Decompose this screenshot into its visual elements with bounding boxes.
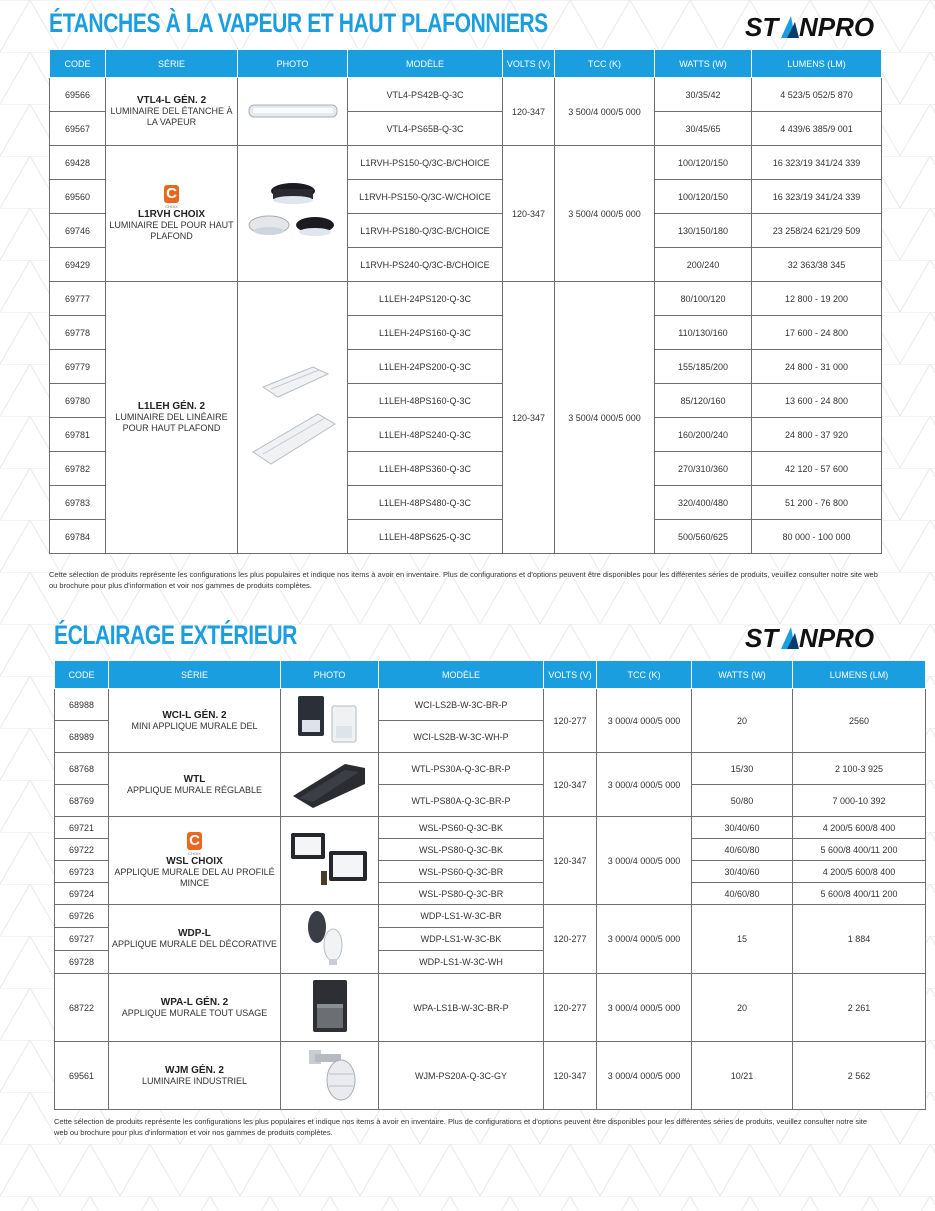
model-cell: L1RVH-PS240-Q/3C-B/CHOICE [348,248,503,282]
column-header: TCC (K) [555,50,655,78]
column-header: VOLTS (V) [544,661,597,689]
model-cell: L1RVH-PS180-Q/3C-B/CHOICE [348,214,503,248]
choix-badge [109,832,280,856]
model-cell: WSL-PS80-Q-3C-BK [379,839,544,861]
watts-cell: 130/150/180 [655,214,752,248]
photo-cell [238,282,348,554]
code-cell: 69728 [55,951,109,974]
series-name: L1LEH GÉN. 2 [137,401,206,412]
section1-table [49,49,882,554]
section2-title: ÉCLAIRAGE EXTÉRIEUR [54,620,298,650]
volts-cell: 120-347 [503,78,555,146]
photo-cell [281,753,379,817]
vapor-tight-fixture-image [238,89,347,135]
svg-text:ST: ST [745,623,779,653]
table-row [55,974,926,1042]
series-cell [106,78,238,146]
column-header: TCC (K) [597,661,692,689]
choix-badge-label: CHOIX [165,204,178,209]
watts-cell: 15/30 [692,753,793,785]
watts-cell: 100/120/150 [655,180,752,214]
volts-cell: 120-347 [544,753,597,817]
code-cell: 69560 [50,180,106,214]
tcc-cell: 3 000/4 000/5 000 [597,753,692,817]
column-header: VOLTS (V) [503,50,555,78]
series-description: APPLIQUE MURALE DEL DÉCORATIVE [111,939,278,949]
watts-cell: 200/240 [655,248,752,282]
series-name: VTL4-L GÉN. 2 [136,95,207,106]
watts-cell: 15 [692,905,793,974]
lumens-cell: 24 800 - 37 920 [752,418,882,452]
code-cell: 69722 [55,839,109,861]
lumens-cell: 24 800 - 31 000 [752,350,882,384]
column-header: MODÈLE [379,661,544,689]
lumens-cell: 4 523/5 052/5 870 [752,78,882,112]
photo-cell [281,1042,379,1110]
model-cell: L1LEH-48PS240-Q-3C [348,418,503,452]
watts-cell: 50/80 [692,785,793,817]
lumens-cell: 5 600/8 400/11 200 [793,883,926,905]
series-cell [109,974,281,1042]
tcc-cell: 3 000/4 000/5 000 [597,905,692,974]
lumens-cell: 2 261 [793,974,926,1042]
code-cell: 69746 [50,214,106,248]
code-cell: 69561 [55,1042,109,1110]
series-description: LUMINAIRE INDUSTRIEL [141,1075,248,1086]
lumens-cell: 1 884 [793,905,926,974]
code-cell: 68988 [55,689,109,721]
table-row [55,1042,926,1110]
photo-cell [281,689,379,753]
model-cell: L1LEH-48PS160-Q-3C [348,384,503,418]
code-cell: 69778 [50,316,106,350]
column-header: SÉRIE [109,661,281,689]
svg-text:NPRO: NPRO [799,12,875,42]
series-name: WJM GÉN. 2 [165,1064,224,1076]
volts-cell: 120-277 [544,905,597,974]
lumens-cell: 80 000 - 100 000 [752,520,882,554]
volts-cell: 120-347 [544,1042,597,1110]
lumens-cell: 16 323/19 341/24 339 [752,180,882,214]
code-cell: 68769 [55,785,109,817]
code-cell: 69783 [50,486,106,520]
table-row [50,78,882,112]
code-cell: 69429 [50,248,106,282]
lumens-cell: 4 200/5 600/8 400 [793,817,926,839]
choix-icon: C [187,832,202,850]
model-cell: L1RVH-PS150-Q/3C-B/CHOICE [348,146,503,180]
column-header: PHOTO [281,661,379,689]
model-cell: L1LEH-48PS480-Q-3C [348,486,503,520]
lumens-cell: 2 100-3 925 [793,753,926,785]
column-header: MODÈLE [348,50,503,78]
svg-text:NPRO: NPRO [799,623,875,653]
lumens-cell: 16 323/19 341/24 339 [752,146,882,180]
series-description: LUMINAIRE DEL ÉTANCHE À LA VAPEUR [110,106,233,127]
round-high-bay-image [238,173,347,255]
model-cell: WTL-PS80A-Q-3C-BR-P [379,785,544,817]
series-cell [109,689,281,753]
lumens-cell: 42 120 - 57 600 [752,452,882,486]
table-row [55,905,926,928]
series-name: WPA-L GÉN. 2 [160,996,229,1008]
mini-wall-pack-image [281,692,378,750]
lumens-cell: 4 439/6 385/9 001 [752,112,882,146]
tcc-cell: 3 500/4 000/5 000 [555,146,655,282]
series-cell [109,1042,281,1110]
code-cell: 69782 [50,452,106,486]
column-header: CODE [50,50,106,78]
column-header: WATTS (W) [655,50,752,78]
choix-icon: C [164,185,179,203]
table-row [50,146,882,180]
tcc-cell: 3 000/4 000/5 000 [597,1042,692,1110]
section1-note: Cette sélection de produits représente les configurations les plus populaires et indique nos items à avoir en inventaire. Plus de configurations et d'options peuvent être disponibles pour les différentes séries de produits, veuillez consulter notre site web ou brochure pour plus d'information et voir nos gammes de produits complètes. [49,570,878,590]
series-name: WCI-L GÉN. 2 [162,709,227,721]
code-cell: 69784 [50,520,106,554]
code-cell: 69723 [55,861,109,883]
watts-cell: 100/120/150 [655,146,752,180]
photo-cell [281,817,379,905]
series-description: LUMINAIRE DEL LINÉAIRE POUR HAUT PLAFOND [115,412,228,433]
linear-high-bay-image [238,352,347,484]
series-cell [106,146,238,282]
code-cell: 69567 [50,112,106,146]
model-cell: WJM-PS20A-Q-3C-GY [379,1042,544,1110]
lumens-cell: 17 600 - 24 800 [752,316,882,350]
model-cell: L1LEH-24PS160-Q-3C [348,316,503,350]
brand-logo-2 [745,623,895,653]
series-name: L1RVH CHOIX [137,209,206,220]
watts-cell: 110/130/160 [655,316,752,350]
adjustable-wall-pack-image [281,756,378,814]
volts-cell: 120-277 [544,974,597,1042]
lumens-cell: 7 000-10 392 [793,785,926,817]
jelly-jar-light-image [281,1044,378,1108]
model-cell: WSL-PS80-Q-3C-BR [379,883,544,905]
tcc-cell: 3 500/4 000/5 000 [555,78,655,146]
model-cell: VTL4-PS65B-Q-3C [348,112,503,146]
model-cell: L1LEH-24PS200-Q-3C [348,350,503,384]
lumens-cell: 23 258/24 621/29 509 [752,214,882,248]
lumens-cell: 5 600/8 400/11 200 [793,839,926,861]
table-row [50,282,882,316]
section2-table [54,660,926,1110]
code-cell: 69777 [50,282,106,316]
model-cell: WCI-LS2B-W-3C-BR-P [379,689,544,721]
model-cell: WSL-PS60-Q-3C-BK [379,817,544,839]
series-cell [106,282,238,554]
watts-cell: 20 [692,974,793,1042]
watts-cell: 30/35/42 [655,78,752,112]
table-row [55,817,926,839]
model-cell: WDP-LS1-W-3C-BK [379,928,544,951]
watts-cell: 85/120/160 [655,384,752,418]
column-header: PHOTO [238,50,348,78]
header-row [55,661,926,689]
watts-cell: 20 [692,689,793,753]
watts-cell: 270/310/360 [655,452,752,486]
column-header: LUMENS (LM) [793,661,926,689]
series-name: WTL [183,773,206,785]
model-cell: WTL-PS30A-Q-3C-BR-P [379,753,544,785]
series-description: MINI APPLIQUE MURALE DEL [131,720,258,731]
brand-logo [745,12,895,42]
code-cell: 68722 [55,974,109,1042]
column-header: LUMENS (LM) [752,50,882,78]
series-name: WSL CHOIX [166,856,223,867]
code-cell: 69780 [50,384,106,418]
watts-cell: 155/185/200 [655,350,752,384]
photo-cell [238,78,348,146]
section2-note: Cette sélection de produits représente les configurations les plus populaires et indique nos items à avoir en inventaire. Plus de configurations et d'options peuvent être disponibles pour les différentes séries de produits, veuillez consulter notre site web ou brochure pour plus d'information et voir nos gammes de produits complètes. [54,1117,868,1137]
watts-cell: 30/45/65 [655,112,752,146]
stanpro-logo-icon [745,12,895,42]
tcc-cell: 3 000/4 000/5 000 [597,817,692,905]
volts-cell: 120-277 [544,689,597,753]
watts-cell: 320/400/480 [655,486,752,520]
code-cell: 69721 [55,817,109,839]
lumens-cell: 2560 [793,689,926,753]
watts-cell: 500/560/625 [655,520,752,554]
series-cell [109,905,281,974]
code-cell: 69726 [55,905,109,928]
header-row [50,50,882,78]
lumens-cell: 12 800 - 19 200 [752,282,882,316]
code-cell: 69727 [55,928,109,951]
volts-cell: 120-347 [503,146,555,282]
watts-cell: 40/60/80 [692,883,793,905]
series-description: LUMINAIRE DEL POUR HAUT PLAFOND [109,220,234,241]
utility-wall-pack-image [281,976,378,1040]
slim-wall-pack-image [281,825,378,897]
lumens-cell: 4 200/5 600/8 400 [793,861,926,883]
section1-title: ÉTANCHES À LA VAPEUR ET HAUT PLAFONNIERS [49,8,548,38]
code-cell: 69781 [50,418,106,452]
photo-cell [281,905,379,974]
column-header: WATTS (W) [692,661,793,689]
watts-cell: 160/200/240 [655,418,752,452]
tcc-cell: 3 500/4 000/5 000 [555,282,655,554]
model-cell: WPA-LS1B-W-3C-BR-P [379,974,544,1042]
volts-cell: 120-347 [503,282,555,554]
watts-cell: 30/40/60 [692,861,793,883]
watts-cell: 40/60/80 [692,839,793,861]
watts-cell: 80/100/120 [655,282,752,316]
series-description: APPLIQUE MURALE TOUT USAGE [121,1007,268,1018]
model-cell: L1LEH-24PS120-Q-3C [348,282,503,316]
model-cell: WDP-LS1-W-3C-WH [379,951,544,974]
watts-cell: 10/21 [692,1042,793,1110]
model-cell: L1LEH-48PS360-Q-3C [348,452,503,486]
lumens-cell: 32 363/38 345 [752,248,882,282]
tcc-cell: 3 000/4 000/5 000 [597,689,692,753]
lumens-cell: 51 200 - 76 800 [752,486,882,520]
code-cell: 69428 [50,146,106,180]
lumens-cell: 13 600 - 24 800 [752,384,882,418]
code-cell: 69779 [50,350,106,384]
model-cell: VTL4-PS42B-Q-3C [348,78,503,112]
table-row [55,753,926,785]
choix-badge [106,185,237,209]
code-cell: 68768 [55,753,109,785]
svg-text:ST: ST [745,12,779,42]
photo-cell [281,974,379,1042]
photo-cell [238,146,348,282]
code-cell: 69566 [50,78,106,112]
stanpro-logo-icon [745,623,895,653]
model-cell: L1LEH-48PS625-Q-3C [348,520,503,554]
volts-cell: 120-347 [544,817,597,905]
watts-cell: 30/40/60 [692,817,793,839]
series-cell [109,753,281,817]
column-header: SÉRIE [106,50,238,78]
model-cell: L1RVH-PS150-Q/3C-W/CHOICE [348,180,503,214]
series-description: APPLIQUE MURALE RÉGLABLE [126,784,263,795]
model-cell: WSL-PS60-Q-3C-BR [379,861,544,883]
code-cell: 68989 [55,721,109,753]
decorative-wall-light-image [281,905,378,973]
table-row [55,689,926,721]
tcc-cell: 3 000/4 000/5 000 [597,974,692,1042]
lumens-cell: 2 562 [793,1042,926,1110]
series-cell [109,817,281,905]
model-cell: WCI-LS2B-W-3C-WH-P [379,721,544,753]
model-cell: WDP-LS1-W-3C-BR [379,905,544,928]
column-header: CODE [55,661,109,689]
choix-badge-label: CHOIX [188,851,201,856]
code-cell: 69724 [55,883,109,905]
series-description: APPLIQUE MURALE DEL AU PROFILÉ MINCE [114,867,275,888]
series-name: WDP-L [178,928,211,939]
